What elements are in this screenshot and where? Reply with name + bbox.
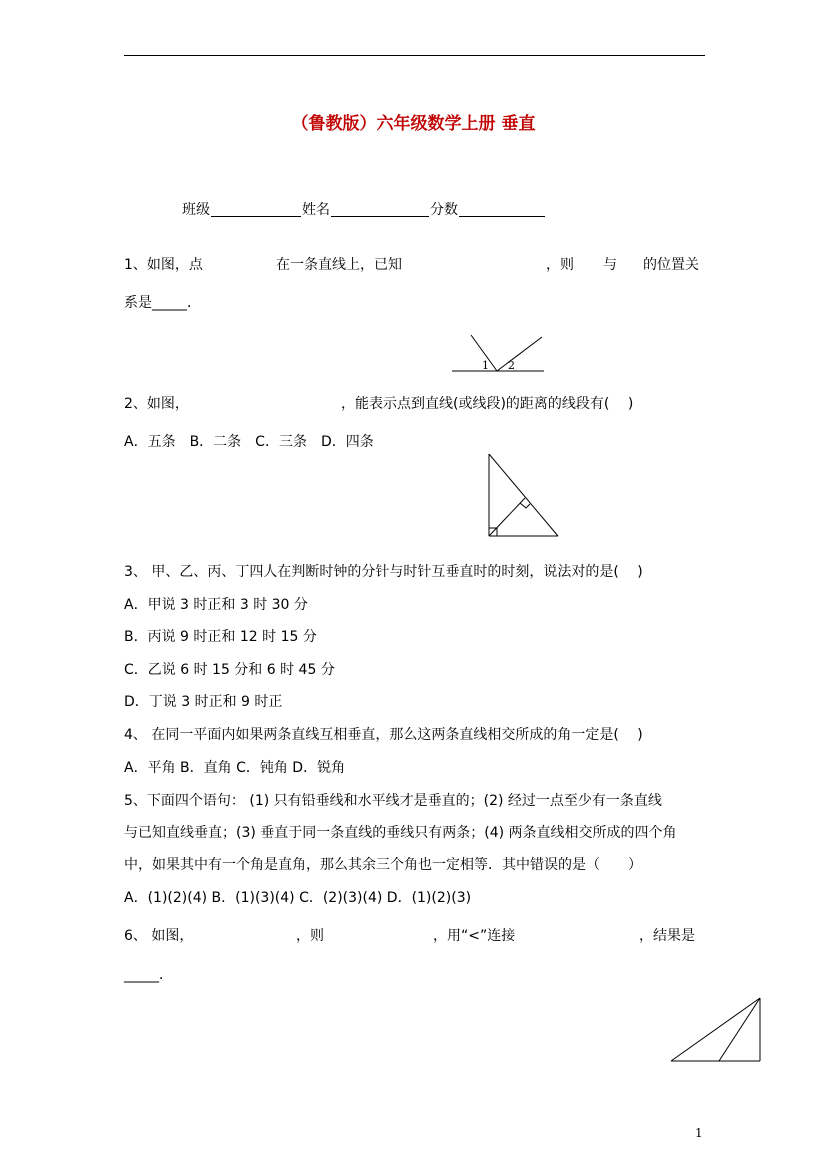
- page-number: 1: [695, 1126, 703, 1140]
- q6-inner-segment: [719, 998, 760, 1061]
- q3-option-a: A．甲说 3 时正和 3 时 30 分: [124, 597, 308, 613]
- q1-right-ray: [497, 337, 542, 371]
- score-label: 分数: [430, 202, 458, 218]
- name-field[interactable]: [331, 202, 429, 217]
- q6-hypotenuse: [671, 998, 760, 1061]
- q1-text-line2: 系是_____．: [124, 295, 201, 311]
- q1-angle-1-label: 1: [482, 359, 489, 372]
- q6-text-line2: _____．: [124, 967, 173, 983]
- q1-text-4: 与: [603, 257, 617, 273]
- q6-text-3: ，用“<”连接: [433, 928, 516, 944]
- q2-right-angle-mark-foot: [520, 503, 530, 508]
- q1-angle-2-label: 2: [508, 359, 515, 372]
- q1-text-3: ，则: [546, 257, 574, 273]
- q6-text-4: ，结果是: [639, 928, 695, 944]
- q3-option-b: B．丙说 9 时正和 12 时 15 分: [124, 629, 317, 645]
- q6-text-2: ，则: [296, 928, 324, 944]
- q5-line-1: 5、下面四个语句： (1) 只有铅垂线和水平线才是垂直的；(2) 经过一点至少有一条直线: [124, 793, 662, 809]
- q1-text-1: 1、如图，点: [124, 257, 203, 273]
- q4-stem: 4、 在同一平面内如果两条直线互相垂直，那么这两条直线相交所成的角一定是( ): [124, 727, 643, 743]
- page-title: （鲁教版）六年级数学上册 垂直: [291, 114, 536, 134]
- q3-option-d: D．丁说 3 时正和 9 时正: [124, 694, 283, 710]
- q5-line-3: 中，如果其中有一个角是直角，那么其余三个角也一定相等．其中错误的是（ ）: [124, 857, 642, 873]
- q2-text-2: ，能表示点到直线(或线段)的距离的线段有( ): [341, 396, 634, 412]
- q6-triangle-figure: [668, 995, 764, 1065]
- q6-text-1: 6、 如图，: [124, 928, 194, 944]
- q2-hypotenuse: [489, 454, 558, 536]
- q5-options: A．(1)(2)(4) B．(1)(3)(4) C．(2)(3)(4) D．(1)(2)(3): [124, 890, 472, 906]
- q2-text-1: 2、如图，: [124, 396, 189, 412]
- student-info: [182, 202, 546, 217]
- q1-text-2: 在一条直线上，已知: [276, 257, 402, 273]
- q3-option-c: C．乙说 6 时 15 分和 6 时 45 分: [124, 662, 335, 678]
- score-field[interactable]: [459, 202, 545, 217]
- q3-stem: 3、 甲、乙、丙、丁四人在判断时钟的分针与时针互垂直时的时刻，说法对的是( ): [124, 564, 643, 580]
- class-field[interactable]: [211, 202, 301, 217]
- q2-options: A．五条 B．二条 C．三条 D．四条: [124, 434, 374, 450]
- q1-text-5: 的位置关: [643, 257, 699, 273]
- name-label: 姓名: [302, 202, 330, 218]
- q1-angle-figure: [452, 333, 548, 375]
- q2-triangle-figure: [484, 450, 564, 540]
- q5-line-2: 与已知直线垂直；(3) 垂直于同一条直线的垂线只有两条；(4) 两条直线相交所成的四个角: [124, 825, 677, 841]
- q2-altitude: [489, 498, 525, 536]
- class-label: 班级: [182, 202, 210, 218]
- q4-options: A．平角 B．直角 C．钝角 D．锐角: [124, 760, 346, 776]
- header-rule: [124, 55, 705, 56]
